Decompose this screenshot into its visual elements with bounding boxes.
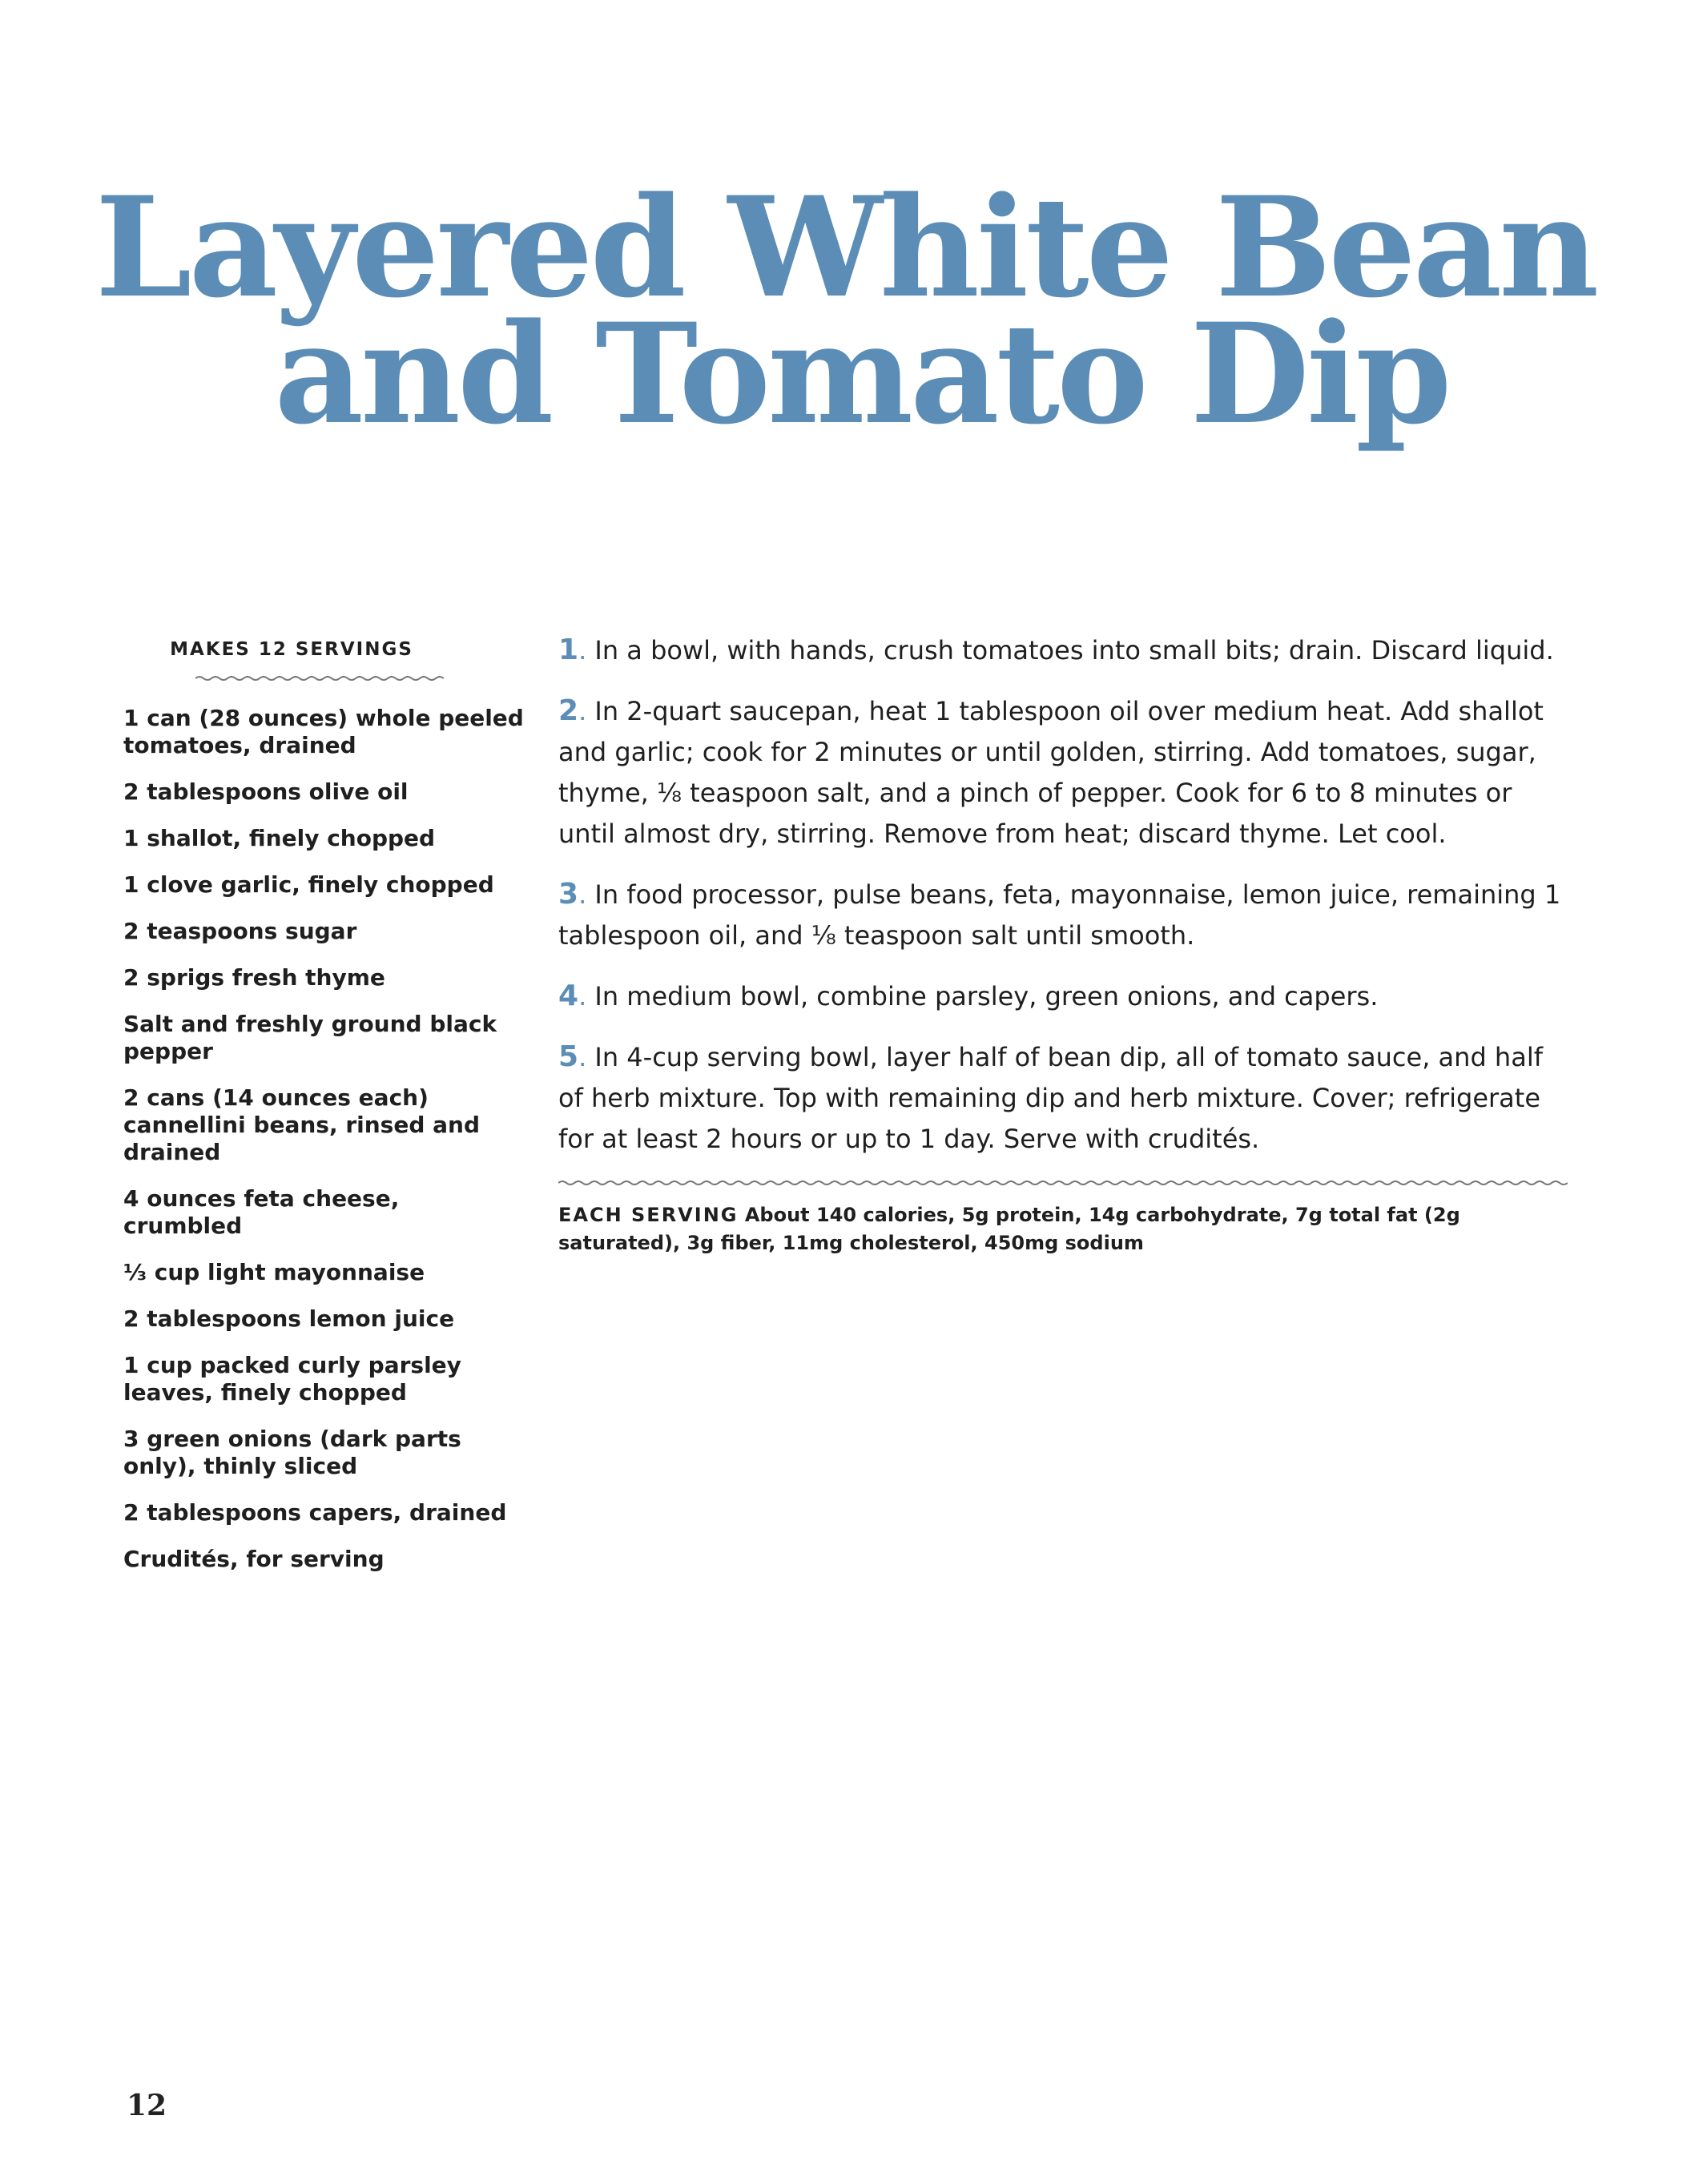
ingredient-item: 2 tablespoons lemon juice xyxy=(123,1305,455,1332)
ingredient-item: 1 shallot, finely chopped xyxy=(123,825,436,851)
ingredient-list xyxy=(123,705,524,1573)
wavy-divider xyxy=(195,674,444,682)
ingredients-column xyxy=(123,639,524,1592)
step-4: 4. In medium bowl, combine parsley, green onions, and capers. xyxy=(558,979,1379,1012)
step-3: 3. In food processor, pulse beans, feta, mayonnaise, lemon juice, remaining 1 tablespoon oil, and ⅛ teaspoon salt until smooth. xyxy=(558,878,1561,951)
recipe-title-line1: Layered White Bean xyxy=(95,166,1596,328)
step-text: In 2-quart saucepan, heat 1 tablespoon oil over medium heat. Add shallot and garlic; cook for 2 minutes or until golden, stirring. Add tomatoes, sugar, thyme, ⅛ teaspoon salt, and a pinch of pepper. Cook for 6 to 8 minutes or until almost dry, stirring. Remove from heat; discard thyme. Let cool. xyxy=(558,696,1544,849)
ingredient-item: 2 sprigs fresh thyme xyxy=(123,964,385,991)
nutrition-info xyxy=(558,1201,1568,1257)
servings-heading: MAKES 12 SERVINGS xyxy=(170,639,413,660)
directions-column xyxy=(558,629,1572,1257)
ingredient-item: 1 can (28 ounces) whole peeled tomatoes, drained xyxy=(123,705,524,758)
ingredient-item: 2 cans (14 ounces each) cannellini beans, rinsed and drained xyxy=(123,1084,480,1165)
step-number: 1 xyxy=(558,633,579,666)
ingredient-item: Salt and freshly ground black pepper xyxy=(123,1011,497,1064)
nutrition-label: EACH SERVING xyxy=(558,1204,739,1226)
page-number: 12 xyxy=(127,2089,167,2122)
step-text: In food processor, pulse beans, feta, mayonnaise, lemon juice, remaining 1 tablespoon oil, and ⅛ teaspoon salt until smooth. xyxy=(558,879,1561,951)
recipe-title-line2: and Tomato Dip xyxy=(274,292,1449,455)
step-text: In medium bowl, combine parsley, green onions, and capers. xyxy=(594,981,1379,1012)
step-number: 5 xyxy=(558,1040,579,1073)
ingredient-item: 3 green onions (dark parts only), thinly sliced xyxy=(123,1426,461,1479)
ingredient-item: 4 ounces feta cheese, crumbled xyxy=(123,1185,400,1239)
step-number: 3 xyxy=(558,878,579,911)
ingredient-item: ⅓ cup light mayonnaise xyxy=(123,1259,425,1285)
step-text: In a bowl, with hands, crush tomatoes into small bits; drain. Discard liquid. xyxy=(594,635,1554,666)
recipe-title xyxy=(0,166,1691,455)
nutrition-text: About 140 calories, 5g protein, 14g carbohydrate, 7g total fat (2g saturated), 3g fiber, 11mg cholesterol, 450mg sodium xyxy=(558,1204,1460,1254)
ingredient-item: 2 tablespoons capers, drained xyxy=(123,1499,507,1526)
ingredient-item: Crudités, for serving xyxy=(123,1546,385,1572)
step-2: 2. In 2-quart saucepan, heat 1 tablespoon oil over medium heat. Add shallot and garlic; cook for 2 minutes or until golden, stirring. Add tomatoes, sugar, thyme, ⅛ teaspoon salt, and a pinch of pepper. Cook for 6 to 8 minutes or until almost dry, stirring. Remove from heat; discard thyme. Let cool. xyxy=(558,694,1544,849)
ingredient-item: 1 clove garlic, finely chopped xyxy=(123,871,494,898)
step-text: In 4-cup serving bowl, layer half of bean dip, all of tomato sauce, and half of herb mixture. Top with remaining dip and herb mixture. Cover; refrigerate for at least 2 hours or up to 1 day. Serve with crudités. xyxy=(558,1042,1543,1154)
ingredient-item: 1 cup packed curly parsley leaves, finely chopped xyxy=(123,1352,461,1406)
wavy-divider xyxy=(558,1179,1568,1187)
step-number: 2 xyxy=(558,694,579,727)
ingredient-item: 2 teaspoons sugar xyxy=(123,918,357,944)
step-1: 1. In a bowl, with hands, crush tomatoes into small bits; drain. Discard liquid. xyxy=(558,633,1554,666)
step-number: 4 xyxy=(558,979,579,1012)
step-5: 5. In 4-cup serving bowl, layer half of bean dip, all of tomato sauce, and half of herb mixture. Top with remaining dip and herb mixture. Cover; refrigerate for at least 2 hours or up to 1 day. Serve with crudités. xyxy=(558,1040,1543,1154)
ingredient-item: 2 tablespoons olive oil xyxy=(123,778,409,805)
